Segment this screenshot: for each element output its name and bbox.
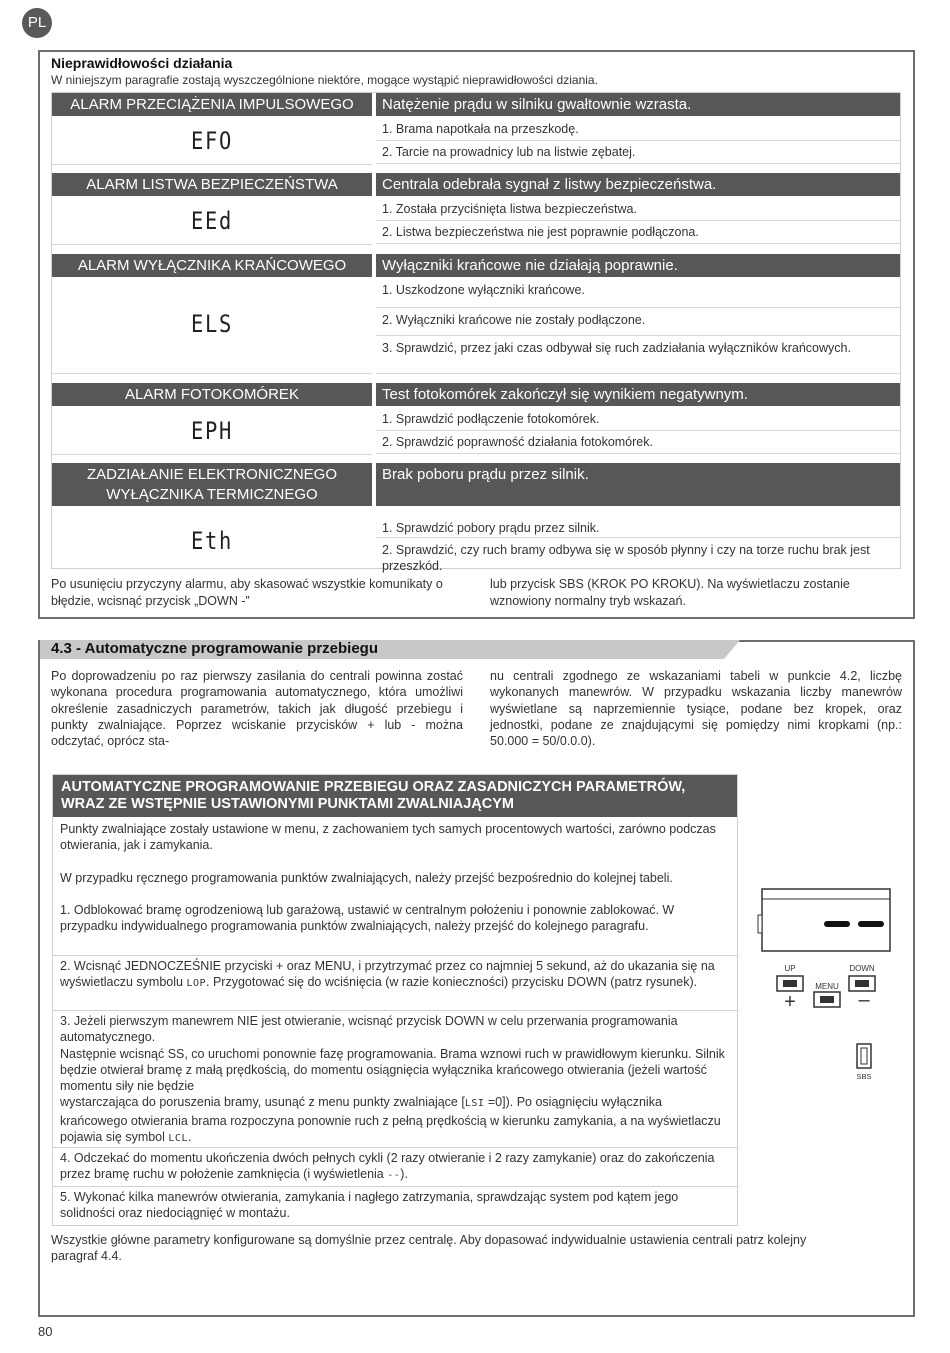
section-43-title: 4.3 - Automatyczne programowanie przebiegu bbox=[51, 640, 379, 657]
procedure-intro bbox=[53, 819, 737, 956]
display-symbol: LCL bbox=[168, 1133, 188, 1145]
alarm-reset-note-left: Po usunięciu przyczyny alarmu, aby skasować wszystkie komunikaty o błędzie, wcisnąć przycisk „DOWN -” bbox=[51, 577, 443, 608]
alarm-name: ALARM LISTWA BEZPIECZEŃSTWA bbox=[52, 173, 372, 196]
control-panel-illustration bbox=[756, 885, 896, 1085]
display-symbol: LSI bbox=[464, 1098, 485, 1110]
plus-icon: + bbox=[784, 991, 796, 1013]
procedure-intro-text: Punkty zwalniające zostały ustawione w menu, z zachowaniem tych samych procentowych wartości, zarówno podczas otwierania, jak i zamykania. bbox=[60, 822, 716, 853]
alarm-cause: 2. Tarcie na prowadnicy lub na listwie zębatej. bbox=[376, 142, 900, 164]
display-symbol: -- bbox=[387, 1170, 401, 1182]
menu-label: MENU bbox=[815, 982, 839, 991]
step-3-text-e: . bbox=[187, 1130, 192, 1145]
alarm-cause: 3. Sprawdzić, przez jaki czas odbywał się ruch zadziałania wyłączników krańcowych. bbox=[376, 336, 900, 374]
alarm-name: ALARM PRZECIĄŻENIA IMPULSOWEGO bbox=[52, 93, 372, 116]
alarm-cause: 1. Sprawdzić pobory prądu przez silnik. bbox=[376, 516, 900, 538]
step-3-text-c: wystarczająca do poruszenia bramy, usunąć z menu punkty zwalniające [ bbox=[60, 1095, 465, 1110]
step-3-text-a: 3. Jeżeli pierwszym manewrem NIE jest otwieranie, wcisnąć przycisk DOWN w celu przerwania programowania automatycznego. bbox=[60, 1014, 678, 1045]
alarm-cause: 1. Została przyciśnięta listwa bezpieczeństwa. bbox=[376, 199, 900, 221]
alarm-cause: 1. Sprawdzić podłączenie fotokomórek. bbox=[376, 409, 900, 431]
alarm-description: Natężenie prądu w silniku gwałtownie wzrasta. bbox=[376, 93, 900, 116]
alarm-code: EEd bbox=[191, 207, 233, 235]
minus-icon: – bbox=[858, 989, 870, 1011]
step-4-text-a: 4. Odczekać do momentu ukończenia dwóch pełnych cykli (2 razy otwieranie i 2 razy zamykanie) oraz do zakończenia przez bramę ruchu w położenie zamknięcia (i wyświetlenia bbox=[60, 1151, 715, 1182]
step-2-text-b: . Przygotować się do wciśnięcia (w razie konieczności) przycisku DOWN (patrz rysunek). bbox=[206, 975, 698, 990]
step-3-text-b: Następnie wcisnąć SS, co uruchomi ponownie fazę programowania. Brama wznowi ruch w prawidłowym kierunku. Silnik będzie otwierał bramę z małą prędkością, do momentu osiągnięcia wyłącznika krańcowego otwierania (jeżeli wartość momentu siły nie będzie bbox=[60, 1046, 725, 1094]
page-number: 80 bbox=[38, 1324, 53, 1339]
alarm-description: Wyłączniki krańcowe nie działają poprawnie. bbox=[376, 254, 900, 277]
section-43-paragraph-left: Po doprowadzeniu po raz pierwszy zasilania do centrali powinna zostać wykonana procedura programowania automatycznego, która umożliwi określenie zasadniczych parametrów, takich jak długość przebiegu i punkty zwalniające. Poprzez wciskanie przycisków + lub - można odczytać, oprócz sta- bbox=[51, 669, 463, 749]
alarm-table bbox=[51, 92, 901, 573]
alarm-cause: 1. Uszkodzone wyłączniki krańcowe. bbox=[376, 280, 900, 308]
down-label: DOWN bbox=[849, 964, 875, 973]
section-43-paragraph-right: nu centrali zgodnego ze wskazaniami tabeli w punkcie 4.2, liczbę wykonanych manewrów. W przypadku wskazania liczby manewrów wyświetlane są naprzemiennie tysiące, podane bez kropek, oraz jednostki, podane ze znajdującymi się pomiędzy nimi kropkami (np.: 50.000 = 50/0.0.0). bbox=[490, 669, 902, 749]
procedure-title: AUTOMATYCZNE PROGRAMOWANIE PRZEBIEGU ORAZ ZASADNICZYCH PARAMETRÓW, WRAZ ZE WSTĘPNIE USTAWIONYMI PUNKTAMI ZWALNIAJĄCYM bbox=[53, 775, 737, 817]
step-4-text-b: ). bbox=[400, 1167, 408, 1182]
display-symbol: LOP bbox=[186, 978, 207, 990]
alarm-reset-note-right: lub przycisk SBS (KROK PO KROKU). Na wyświetlaczu zostanie wznowiony normalny tryb wskazań. bbox=[490, 577, 850, 608]
alarm-code: ELS bbox=[191, 310, 233, 338]
up-label: UP bbox=[784, 964, 796, 973]
sbs-label: SBS bbox=[856, 1072, 872, 1081]
alarm-cause: 2. Sprawdzić poprawność działania fotokomórek. bbox=[376, 432, 900, 454]
language-badge: PL bbox=[22, 8, 52, 38]
display-dash-icon bbox=[824, 921, 850, 927]
alarm-code: EFO bbox=[191, 127, 233, 155]
procedure-step-1: 1. Odblokować bramę ogrodzeniową lub garażową, ustawić w centralnym położeniu i ponownie zablokować. W przypadku indywidualnego programowania punktów zwalniających, należy przejść do kolejnego paragrafu. bbox=[60, 902, 675, 934]
procedure-step-3 bbox=[53, 1011, 737, 1148]
procedure-step-5: 5. Wykonać kilka manewrów otwierania, zamykania i nagłego zatrzymania, sprawdzając system pod kątem jego solidności oraz niedociągnięć w montażu. bbox=[60, 1190, 679, 1221]
procedure-step-2 bbox=[53, 956, 737, 1011]
alarm-cause: 2. Wyłączniki krańcowe nie zostały podłączone. bbox=[376, 308, 900, 336]
alarm-cause: 2. Listwa bezpieczeństwa nie jest poprawnie podłączona. bbox=[376, 222, 900, 244]
alarm-description: Centrala odebrała sygnał z listwy bezpieczeństwa. bbox=[376, 173, 900, 196]
alarm-description: Brak poboru prądu przez silnik. bbox=[376, 463, 900, 506]
alarm-cause: 1. Brama napotkała na przeszkodę. bbox=[376, 119, 900, 141]
procedure-table bbox=[52, 774, 738, 1226]
step-3-text-d: =0]). Po osiągnięciu wyłącznika krańcowego otwierania brama rozpoczyna ponownie ruch z pełną prędkością w kierunku zamykania, a na wyświetlaczu pojawia się symbol bbox=[60, 1095, 721, 1145]
section-title: Nieprawidłowości działania bbox=[51, 55, 233, 71]
alarm-name: ALARM FOTOKOMÓREK bbox=[52, 383, 372, 406]
display-dash-icon bbox=[858, 921, 884, 927]
alarm-name: ALARM WYŁĄCZNIKA KRAŃCOWEGO bbox=[52, 254, 372, 277]
alarm-description: Test fotokomórek zakończył się wynikiem negatywnym. bbox=[376, 383, 900, 406]
procedure-step-4 bbox=[53, 1148, 737, 1187]
alarm-code: Eth bbox=[191, 527, 233, 555]
procedure-manual-text: W przypadku ręcznego programowania punktów zwalniających, należy przejść bezpośrednio do kolejnej tabeli. bbox=[60, 870, 673, 885]
alarm-cause: 2. Sprawdzić, czy ruch bramy odbywa się w sposób płynny i czy na torze ruchu brak jest przeszkód. bbox=[382, 543, 870, 573]
alarm-name: ZADZIAŁANIE ELEKTRONICZNEGO WYŁĄCZNIKA TERMICZNEGO bbox=[52, 463, 372, 506]
final-note: Wszystkie główne parametry konfigurowane są domyślnie przez centralę. Aby dopasować indywidualnie ustawienia centrali patrz kolejny paragraf 4.4. bbox=[51, 1233, 807, 1264]
section-subtitle: W niniejszym paragrafie zostają wyszczególnione niektóre, mogące wystąpić nieprawidłowości dziania. bbox=[51, 73, 598, 87]
step-2-text-a: 2. Wcisnąć JEDNOCZEŚNIE przyciski + oraz MENU, i przytrzymać przez co najmniej 5 sekund, aż do ukazania się na wyświetlaczu symbolu bbox=[60, 959, 715, 990]
alarm-code: EPH bbox=[191, 417, 233, 445]
